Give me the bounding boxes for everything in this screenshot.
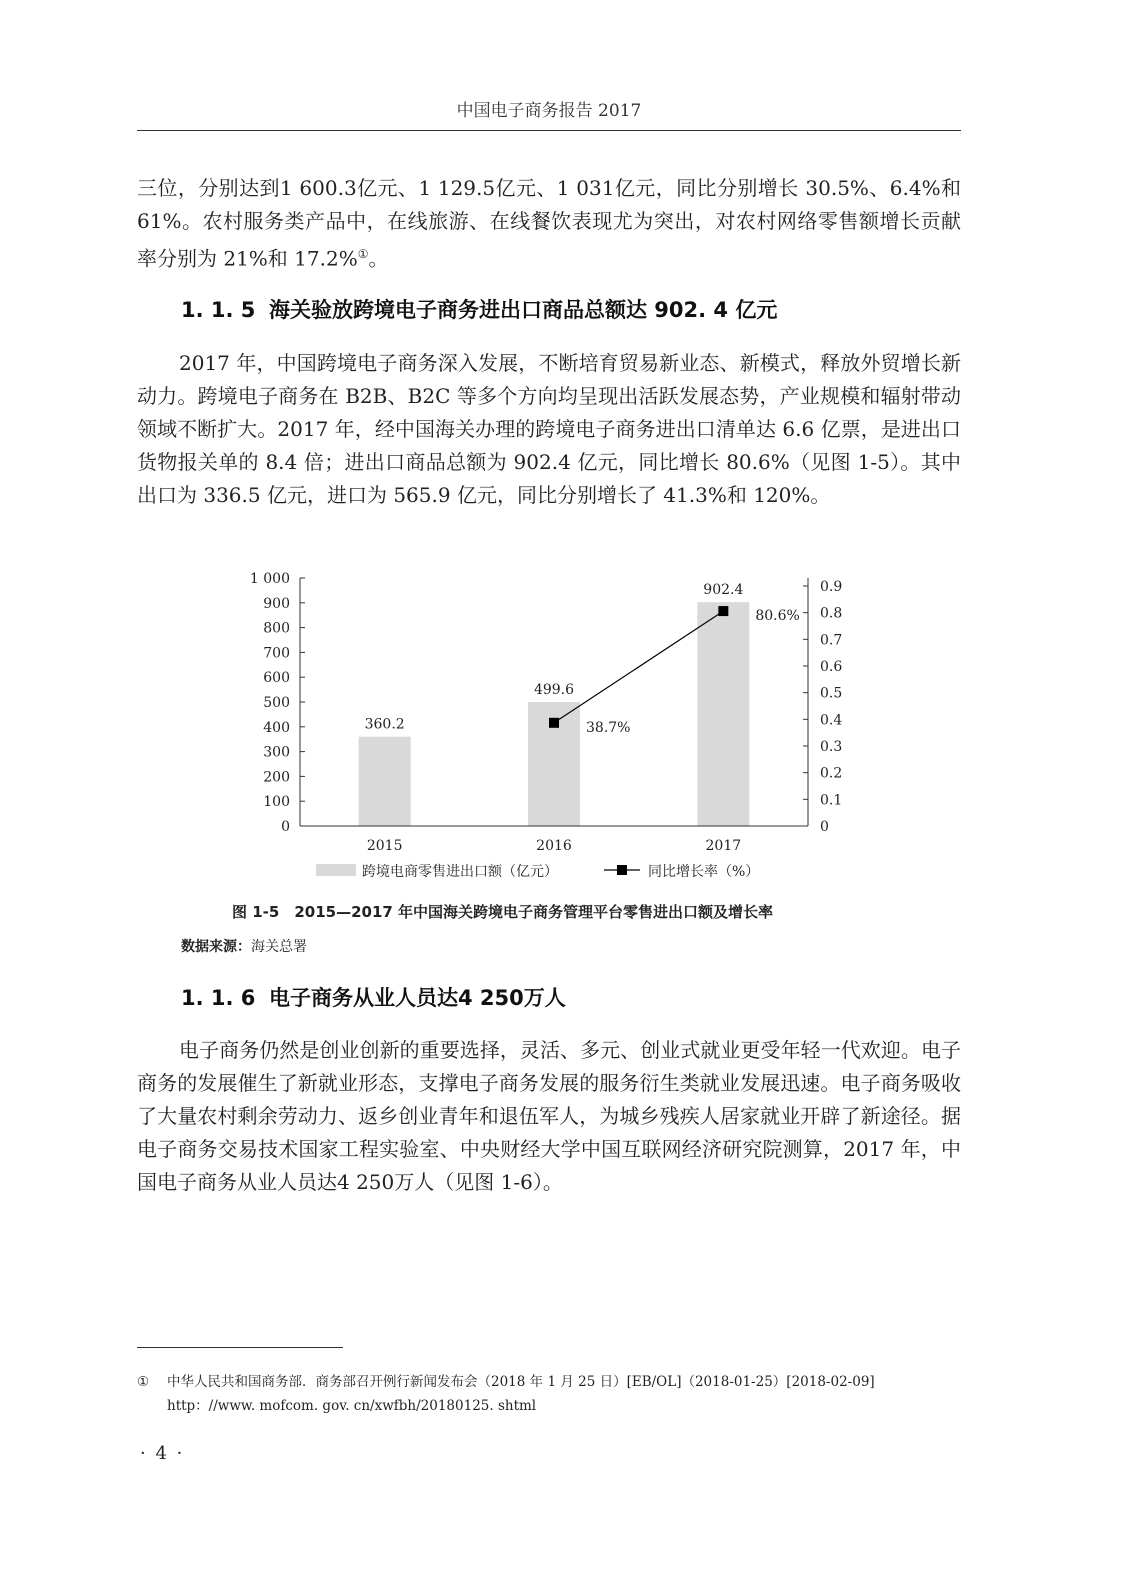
legend-bar-label: 跨境电商零售进出口额（亿元） bbox=[362, 864, 558, 880]
left-tick-label: 900 bbox=[263, 595, 290, 612]
running-header bbox=[137, 96, 961, 131]
footnote-mark: ① bbox=[137, 1374, 150, 1390]
right-tick-label: 0.2 bbox=[820, 765, 843, 782]
growth-point-2017 bbox=[718, 606, 728, 616]
section-title: 电子商务从业人员达4 250万人 bbox=[269, 986, 566, 1010]
right-tick-label: 0.4 bbox=[820, 712, 843, 729]
growth-label: 38.7% bbox=[586, 719, 631, 736]
data-source bbox=[181, 934, 307, 960]
x-tick-label: 2017 bbox=[705, 838, 742, 854]
paragraph-rural-services: 三位，分别达到1 600.3亿元、1 129.5亿元、1 031亿元，同比分别增长 30.5%、6.4%和 61%。农村服务类产品中，在线旅游、在线餐饮表现尤为突出，对农村网络零售额增长贡献率分别为 21%和 17.2%①。 bbox=[137, 176, 961, 271]
chart-figure-1-5 bbox=[240, 562, 860, 890]
data-source-label: 数据来源： bbox=[181, 939, 251, 955]
right-tick-label: 0.3 bbox=[820, 739, 843, 755]
footnote-ref[interactable]: ① bbox=[357, 247, 369, 261]
right-tick-label: 0.9 bbox=[820, 579, 843, 595]
bar-2015 bbox=[359, 737, 411, 826]
section-heading-1-1-5 bbox=[181, 295, 777, 325]
left-tick-label: 300 bbox=[263, 744, 290, 761]
growth-point-2016 bbox=[549, 718, 559, 728]
x-tick-label: 2016 bbox=[536, 838, 572, 854]
footnote-text: 中华人民共和国商务部．商务部召开例行新闻发布会（2018 年 1 月 25 日）[EB/OL]（2018-01-25）[2018-02-09] bbox=[167, 1374, 875, 1390]
bar-2017 bbox=[697, 602, 749, 826]
page-number: · 4 · bbox=[140, 1443, 185, 1464]
figure-caption: 图 1-5 2015—2017 年中国海关跨境电子商务管理平台零售进出口额及增长率 bbox=[232, 903, 774, 921]
left-tick-label: 0 bbox=[281, 819, 290, 835]
section-heading-1-1-6 bbox=[181, 983, 566, 1013]
right-tick-label: 0.7 bbox=[820, 632, 843, 649]
combo-bar-line-chart bbox=[240, 562, 860, 890]
footnote-divider bbox=[137, 1347, 343, 1348]
header-title: 中国电子商务报告 2017 bbox=[456, 101, 642, 121]
x-tick-label: 2015 bbox=[366, 838, 403, 854]
paragraph-employment: 电子商务仍然是创业创新的重要选择，灵活、多元、创业式就业更受年轻一代欢迎。电子商务的发展催生了新就业形态，支撑电子商务发展的服务衍生类就业发展迅速。电子商务吸收了大量农村剩余劳动力、返乡创业青年和退伍军人，为城乡残疾人居家就业开辟了新途径。据电子商务交易技术国家工程实验室、中央财经大学中国互联网经济研究院测算，2017 年，中国电子商务从业人员达4 250万人（见图 1-6）。 bbox=[137, 1038, 961, 1194]
left-tick-label: 200 bbox=[263, 769, 290, 786]
right-tick-label: 0.5 bbox=[820, 685, 843, 702]
left-tick-label: 600 bbox=[263, 670, 290, 687]
left-tick-label: 800 bbox=[263, 620, 290, 637]
footnote-url[interactable]: http：//www. mofcom. gov. cn/xwfbh/20180125. shtml bbox=[167, 1398, 537, 1414]
right-tick-label: 0.8 bbox=[820, 605, 843, 622]
right-tick-label: 0.6 bbox=[820, 659, 843, 675]
bar-value-label: 360.2 bbox=[364, 716, 405, 733]
bar-value-label: 902.4 bbox=[703, 582, 744, 599]
data-source-text: 海关总署 bbox=[251, 939, 307, 955]
legend-line-marker bbox=[617, 865, 627, 875]
paragraph-cross-border: 2017 年，中国跨境电子商务深入发展，不断培育贸易新业态、新模式，释放外贸增长新动力。跨境电子商务在 B2B、B2C 等多个方向均呈现出活跃发展态势，产业规模和辐射带动领域不断扩大。2017 年，经中国海关办理的跨境电子商务进出口清单达 6.6 亿票，是进出口货物报关单的 8.4 倍；进出口商品总额为 902.4 亿元，同比增长 80.6%（见图 1-5）。其中出口为 336.5 亿元，进口为 565.9 亿元，同比分别增长了 41.3%和 120%。 bbox=[137, 351, 961, 507]
left-tick-label: 700 bbox=[263, 645, 290, 662]
left-tick-label: 1 000 bbox=[249, 571, 290, 587]
right-tick-label: 0.1 bbox=[820, 792, 843, 809]
growth-label: 80.6% bbox=[755, 608, 800, 625]
left-tick-label: 400 bbox=[263, 719, 290, 736]
section-title: 海关验放跨境电子商务进出口商品总额达 902. 4 亿元 bbox=[269, 298, 778, 322]
bar-value-label: 499.6 bbox=[533, 682, 575, 699]
section-number: 1. 1. 6 bbox=[181, 986, 256, 1010]
legend-bar-swatch bbox=[316, 864, 356, 876]
section-number: 1. 1. 5 bbox=[181, 298, 256, 322]
left-tick-label: 100 bbox=[263, 794, 290, 811]
legend-line-label: 同比增长率（%） bbox=[648, 864, 760, 880]
right-tick-label: 0 bbox=[820, 819, 829, 835]
footnote bbox=[137, 1370, 967, 1418]
left-tick-label: 500 bbox=[263, 695, 290, 711]
